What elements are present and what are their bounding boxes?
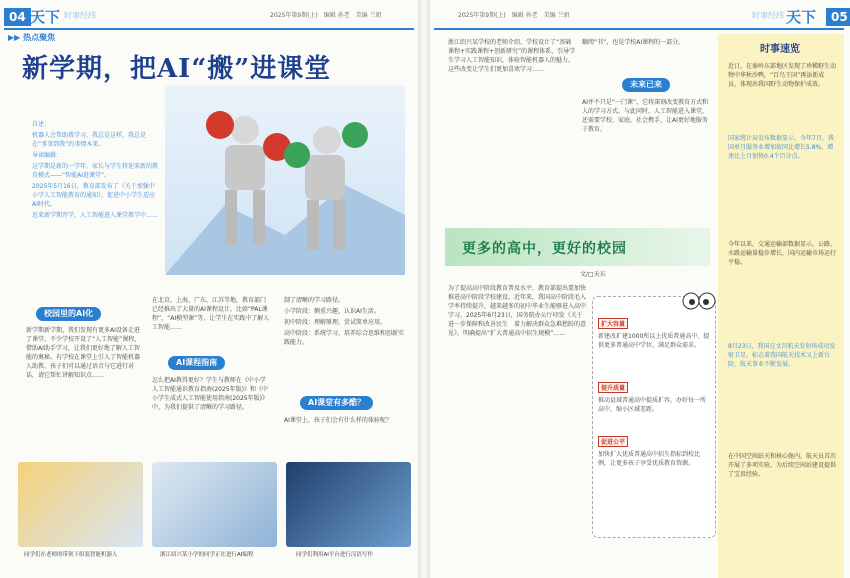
column-1-text: 新学期新学期，我们发现有更多AI设备走进了课堂。不少学校开设了“人工智能”课程，借助AI助手学习，让我们更好地了解人工智能的奥秘。有学校在课堂上引入了智能机器人助教，孩子们可以通过语音与它进行对话，请它帮忙讲解知识点…… [26,327,141,379]
news-sidebar [718,34,844,578]
column-3-text [284,296,404,349]
bubble-text: 加快扩大优质普通高中招生指标到校比例，让更多孩子享受优质教育资源。 [598,451,701,467]
column-3-intro: 制了清晰的学习路径。 [284,297,345,304]
stage-item: 小学阶段：侧重兴趣，认识AI生活。 [284,308,380,315]
photo-caption: 浙江绍兴某小学的同学正在进行AI编程 [160,552,254,558]
bubble-text: 推动县域普通高中提质扩容，办好每一所高中，缩小区域差距。 [598,397,707,413]
column-2-text-b: AI并不只是“一门课”，它将深刻改变教育方式和人的学习方式。与此同时，人工智能进入课堂，还需要学校、家庭、社会携手，让AI更好地服务于教育。 [582,99,709,133]
header-title: 天下 [786,8,817,26]
book-spine [418,0,430,578]
sidebar-item: 8月23日，我国在文昌航天发射场成功发射卫星，标志着我国航天技术又上新台阶，航天事业不断发展。 [728,343,836,368]
column-2-text: 在北京，上海，广东，江苏等地，教育部门已经推出了大量的AI课程设计。比如“PAL课程”，“AI模型课”等，让学生在实践中了解人工智能…… [152,297,270,331]
stage-item: 初中阶段：理解原理，尝试简单应用。 [284,319,387,326]
left-page [0,0,418,578]
photo-caption: 同学们利用AI平台进行汉语写作 [296,552,373,558]
page-number: 05 [826,8,850,26]
subhead-ai-class: AI课堂有多酷？ [300,396,373,410]
header-rule [434,28,844,30]
page-number: 04 [4,8,31,26]
stage-item: 高中阶段：系统学习，培养综合思维和创新实践能力。 [284,330,405,346]
intro-para: 机器人会帮助我学习，我总是这样，我总是在“事事到我”的事情本来。 [32,132,147,148]
green-author: 文/□天东 [580,271,606,278]
intro-text [32,120,160,222]
bubble-text: 新建改扩建1000所以上优质普通高中，提供更多普通高中学位，满足群众需求。 [598,333,710,349]
tag-expand: 扩大容量 [598,318,628,329]
photo-ai-writing [286,462,411,547]
section-label: ▶▶ 热点聚焦 [8,33,56,42]
sidebar-item: 国家统计局发布数据显示，今年7月，我国单月服务业增加值同比增长5.8%，增速比上月加快0.4个百分点。 [728,135,834,160]
robots-illustration [165,85,405,275]
photo-caption: 同学们在老师的带领下组装智能机器人 [24,552,118,558]
header-rule [4,28,414,30]
header-meta: 2025年第9期(上) 编辑 孙老 美编 兰姐 [270,12,382,19]
subhead-future: 未来已来 [622,78,670,92]
high-school-text: 为了提高高中阶段教育普及水平，教育部提出要加快推进高中阶段学校建设。近年来，我国高中阶段毛入学率持续提升，越来越多的初中毕业生能够进入高中学习，2025年6月23日，国务院办公厅印发《关于进一步保障和改善民生 着力解决群众急难愁盼的意见》，明确提出“扩大普通高中招生规模”…… [448,285,587,337]
header-title: 天下 [30,8,61,26]
intro-para: 2025年5月16日，教育部发布了《关于加强中小学人工智能教育的通知》，促进中小学生适应AI时代。 [32,183,156,208]
photo-robot-assembly [18,462,143,547]
column-1-text: 浙江绍兴某学校的老师介绍，学校设计了“基础课程+实践课程+创新研究”的课程体系，引导学生学习人工智能知识，体验智能机器人的魅力。这些改变让学生们更加喜欢学习…… [448,39,576,73]
intro-para: 导读编辑： [32,152,63,159]
boxing-robots-icon [165,85,405,275]
tag-fairness: 促进公平 [598,436,628,447]
intro-para: 近来新学期开学，人工智能进入课堂教学中…… [32,212,159,219]
sidebar-item: 近日，在秦岭东部地区发现了珍稀野生动物中华秋沙鸭，“百鸟王国”再添新成员，体现出我国野生动物保护成效。 [728,63,837,88]
header-subtitle: 时事经纬 [752,11,784,20]
intro-para: 这学期是新的一学年，家长与学生将迎来新的教育模式——“智能AI进课堂”。 [32,163,159,179]
tag-quality: 提升质量 [598,382,628,393]
sidebar-item: 今年以来，交通运输部数据显示，公路、水路运输量稳步增长，国内运输市场运行平稳。 [728,241,837,266]
photo-ai-programming [152,462,277,547]
subhead-ai-guide: AI课程指南 [168,356,225,370]
column-2-text-b: 怎么把AI教得更好？学生与教师在《中小学人工智能通识教育指南(2025年版)》和《中小学生成式人工智能使用指南(2025年版)》中，为我们提供了清晰的学习路径。 [152,377,268,411]
eyes-icon [682,290,716,312]
subhead-campus-ai: 校园里的AI化 [36,307,101,321]
header-meta: 2025年第9期(上) 编辑 孙老 美编 兰姐 [458,12,570,19]
intro-para: 自述： [32,121,51,128]
sidebar-title: 时事速览 [760,44,800,55]
article-title: 新学期，把AI“搬”进课堂 [22,54,332,84]
sidebar-item: 在中国空间站天和核心舱内，航天员首次开展了多项实验，为后续空间站建设提供了宝贵经验。 [728,453,837,478]
green-banner-title: 更多的高中，更好的校园 [462,241,627,257]
header-subtitle: 时事经纬 [64,11,96,20]
column-2-text: 翻阅“书”，也是学校AI课程的一部分。 [582,39,685,46]
column-3-text-b: AI课堂上，孩子们会有什么样的体验呢？ [284,417,392,424]
